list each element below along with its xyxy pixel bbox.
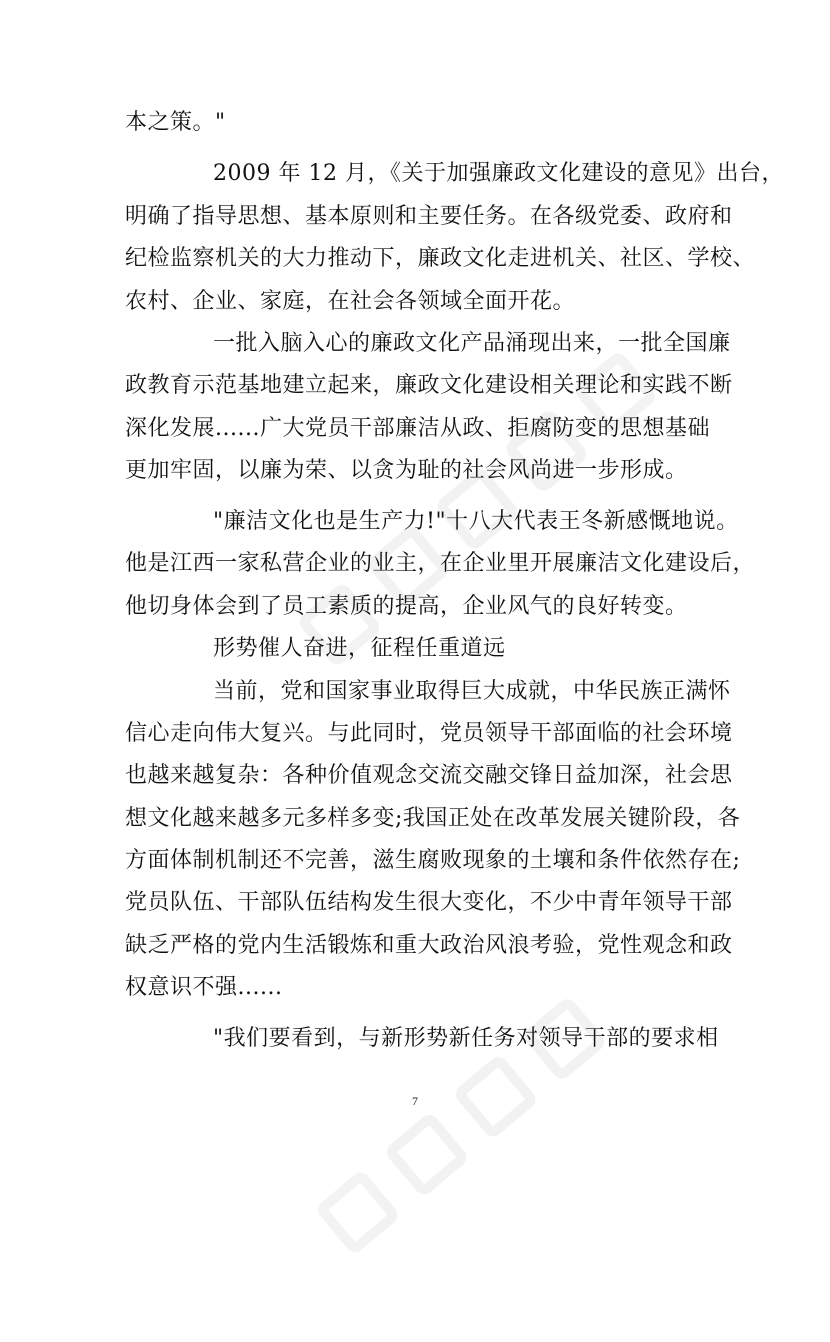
text-line-20: 缺乏严格的党内生活锻炼和重大政治风浪考验，党性观念和政 [125, 933, 733, 958]
text-line-6: 一批入脑入心的廉政文化产品涌现出来，一批全国廉 [213, 331, 731, 356]
section-heading: 形势催人奋进，征程任重道远 [213, 636, 506, 661]
text-line-9: 更加牢固，以廉为荣、以贪为耻的社会风尚进一步形成。 [125, 458, 688, 483]
text-line-12: 他切身体会到了员工素质的提高，企业风气的良好转变。 [125, 594, 688, 619]
text-line-19: 党员队伍、干部队伍结构发生很大变化，不少中青年领导干部 [125, 890, 733, 915]
text-line-8: 深化发展......广大党员干部廉洁从政、拒腐防变的思想基础 [125, 416, 710, 441]
text-line-11: 他是江西一家私营企业的业主，在企业里开展廉洁文化建设后， [125, 551, 756, 576]
text-line-16: 也越来越复杂：各种价值观念交流交融交锋日益加深，社会思 [125, 763, 733, 788]
text-line-10: "廉洁文化也是生产力!"十八大代表王冬新感慨地说。 [213, 509, 739, 534]
text-line-18: 方面体制机制还不完善，滋生腐败现象的土壤和条件依然存在; [125, 848, 741, 873]
text-line-22: "我们要看到，与新形势新任务对领导干部的要求相 [213, 1026, 719, 1051]
text-line-7: 政教育示范基地建立起来，廉政文化建设相关理论和实践不断 [125, 373, 733, 398]
text-line-2: 2009 年 12 月，《关于加强廉政文化建设的意见》出台， [213, 161, 784, 186]
text-line-14: 当前，党和国家事业取得巨大成就，中华民族正满怀 [213, 679, 731, 704]
text-line-4: 纪检监察机关的大力推动下，廉政文化走进机关、社区、学校、 [125, 246, 756, 271]
text-line-5: 农村、企业、家庭，在社会各领域全面开花。 [125, 289, 576, 314]
text-line-21: 权意识不强...... [125, 975, 283, 1000]
text-line-1: 本之策。" [125, 110, 226, 135]
text-line-15: 信心走向伟大复兴。与此同时，党员领导干部面临的社会环境 [125, 721, 733, 746]
page-number: 7 [412, 1094, 418, 1108]
text-line-17: 想文化越来越多元多样多变;我国正处在改革发展关键阶段，各 [125, 806, 741, 831]
text-line-3: 明确了指导思想、基本原则和主要任务。在各级党委、政府和 [125, 204, 733, 229]
